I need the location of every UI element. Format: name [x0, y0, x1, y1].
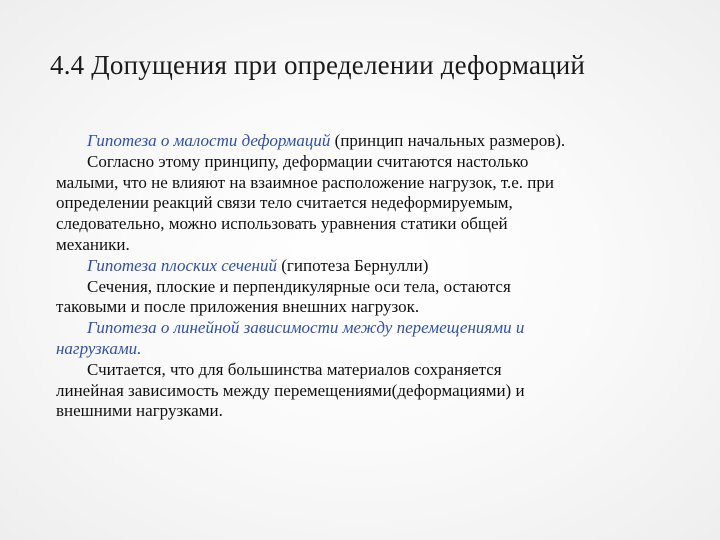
hypothesis-3-line: линейная зависимость между перемещениями(деформациями) и	[56, 380, 525, 400]
hypothesis-1-line: следовательно, можно использовать уравнения статики общей	[56, 214, 508, 234]
slide-title: 4.4 Допущения при определении деформаций	[50, 50, 586, 80]
hypothesis-1-line: малыми, что не влияют на взаимное расположение нагрузок, т.е. при	[56, 172, 554, 192]
hypothesis-2-name: Гипотеза плоских сечений	[87, 255, 277, 275]
hypothesis-3-line: Считается, что для большинства материалов сохраняется	[87, 359, 502, 379]
hypothesis-1-suffix: (принцип начальных размеров).	[330, 131, 566, 150]
hypothesis-2-line: Сечения, плоские и перпендикулярные оси тела, остаются	[87, 276, 511, 296]
hypothesis-2-heading	[56, 256, 688, 277]
hypothesis-2-suffix: (гипотеза Бернулли)	[276, 255, 429, 275]
hypothesis-3-name-line-2: нагрузками.	[56, 338, 142, 358]
hypothesis-1-line: определении реакций связи тело считается недеформируемым,	[56, 193, 513, 213]
slide-body	[56, 131, 688, 422]
hypothesis-2-line: таковыми и после приложения внешних нагрузок.	[56, 297, 420, 317]
hypothesis-1-heading	[56, 131, 688, 152]
hypothesis-1-name: Гипотеза о малости деформаций	[87, 131, 331, 150]
hypothesis-3-line: внешними нагрузками.	[56, 401, 223, 421]
hypothesis-1-line: Согласно этому принципу, деформации считаются настолько	[87, 151, 529, 171]
hypothesis-3-name-line-1: Гипотеза о линейной зависимости между перемещениями и	[87, 318, 525, 338]
hypothesis-1-line: механики.	[56, 234, 130, 254]
